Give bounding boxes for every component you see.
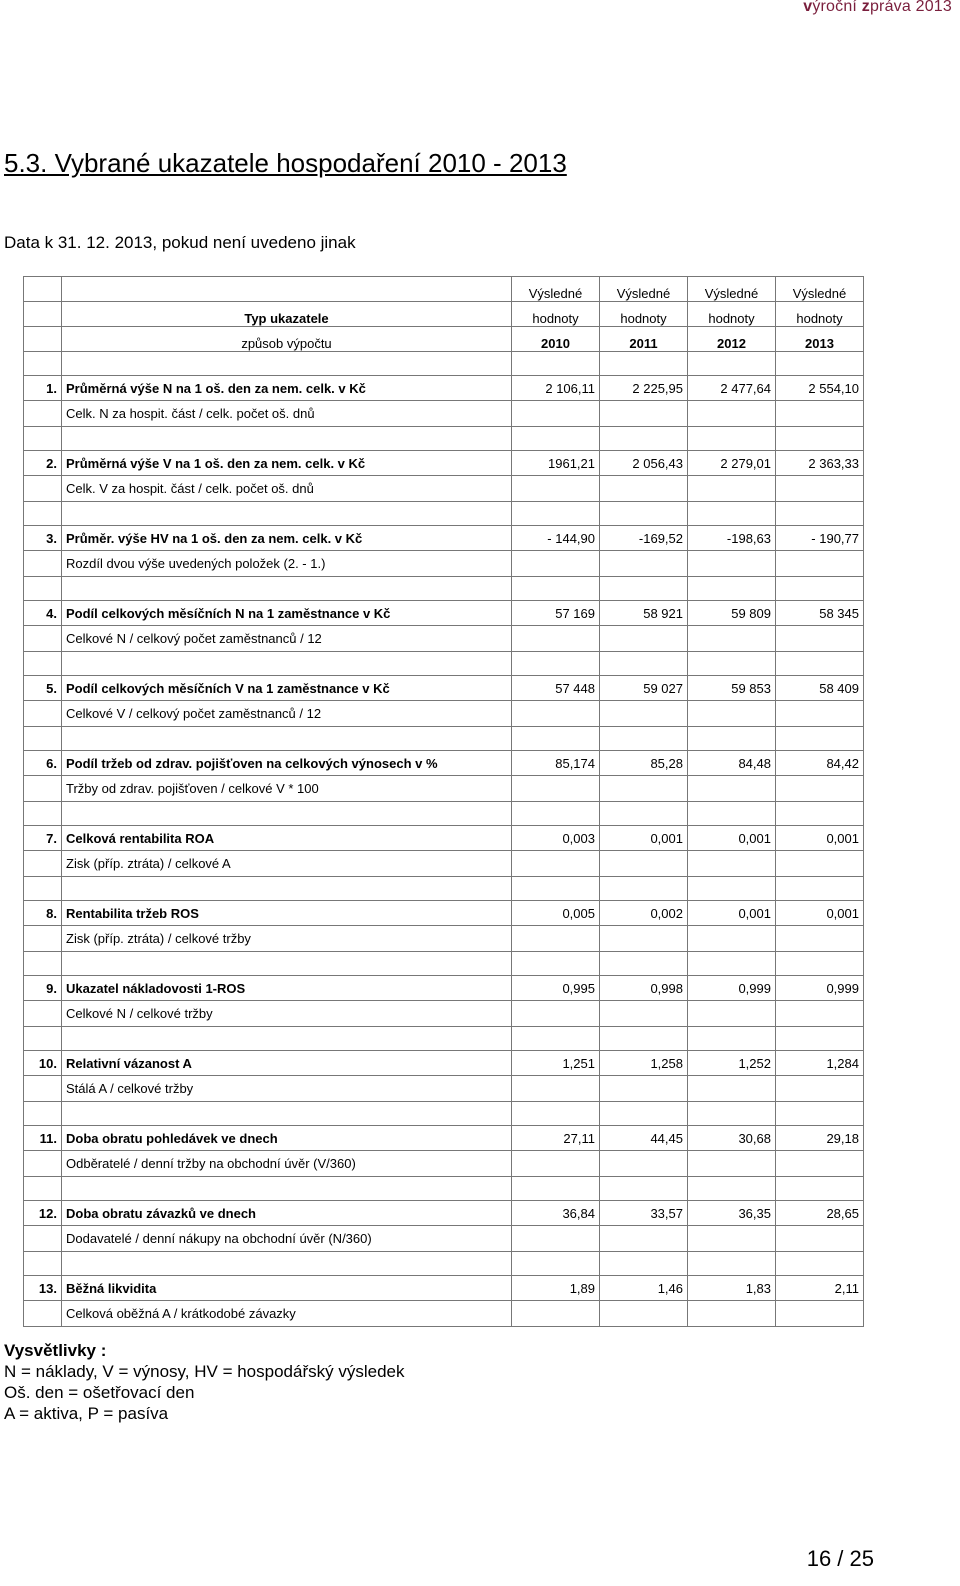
indicator-value: 0,001: [688, 826, 776, 851]
formula-row: [24, 551, 864, 577]
indicator-formula: Rozdíl dvou výše uvedených položek (2. - 1.): [62, 551, 512, 577]
spacer-row: [24, 727, 864, 751]
indicator-value: 0,001: [688, 901, 776, 926]
indicator-name: Podíl celkových měsíčních N na 1 zaměstnance v Kč: [62, 601, 512, 626]
indicator-value: 0,995: [512, 976, 600, 1001]
indicator-value: 2 106,11: [512, 376, 600, 401]
formula-row: [24, 401, 864, 427]
indicator-value: 57 448: [512, 676, 600, 701]
indicator-name: Celková rentabilita ROA: [62, 826, 512, 851]
indicators-table: [23, 276, 864, 1327]
indicator-number: 2.: [24, 451, 62, 476]
indicator-row: [24, 376, 864, 401]
indicator-number: 11.: [24, 1126, 62, 1151]
indicator-value: 85,28: [600, 751, 688, 776]
indicator-value: - 190,77: [776, 526, 864, 551]
spacer-row: [24, 427, 864, 451]
formula-row: [24, 476, 864, 502]
indicator-row: [24, 1201, 864, 1226]
indicator-value: 2 363,33: [776, 451, 864, 476]
indicator-name: Podíl tržeb od zdrav. pojišťoven na celkových výnosech v %: [62, 751, 512, 776]
spacer-row: [24, 1102, 864, 1126]
indicator-value: 2 477,64: [688, 376, 776, 401]
indicator-value: 0,001: [600, 826, 688, 851]
spacer-row: [24, 577, 864, 601]
indicator-row: [24, 826, 864, 851]
spacer-row: [24, 1177, 864, 1201]
spacer-row: [24, 1027, 864, 1051]
indicator-number: 6.: [24, 751, 62, 776]
indicator-value: 85,174: [512, 751, 600, 776]
indicator-name: Průměrná výše V na 1 oš. den za nem. celk. v Kč: [62, 451, 512, 476]
formula-row: [24, 776, 864, 802]
indicator-value: 36,35: [688, 1201, 776, 1226]
column-label-method: způsob výpočtu: [62, 327, 512, 352]
indicator-value: 2 056,43: [600, 451, 688, 476]
indicator-number: 7.: [24, 826, 62, 851]
data-date-note: Data k 31. 12. 2013, pokud není uvedeno jinak: [4, 233, 356, 252]
indicator-value: 84,42: [776, 751, 864, 776]
indicator-value: 1,252: [688, 1051, 776, 1076]
indicator-number: 9.: [24, 976, 62, 1001]
indicator-number: 12.: [24, 1201, 62, 1226]
indicator-name: Průměrná výše N na 1 oš. den za nem. celk. v Kč: [62, 376, 512, 401]
indicator-value: 2,11: [776, 1276, 864, 1301]
indicator-value: 59 853: [688, 676, 776, 701]
year-header: 2011: [600, 327, 688, 352]
indicator-formula: Tržby od zdrav. pojišťoven / celkové V * 100: [62, 776, 512, 802]
indicator-name: Doba obratu pohledávek ve dnech: [62, 1126, 512, 1151]
indicator-row: [24, 676, 864, 701]
indicator-name: Podíl celkových měsíčních V na 1 zaměstnance v Kč: [62, 676, 512, 701]
indicator-number: 3.: [24, 526, 62, 551]
formula-row: [24, 1301, 864, 1327]
indicator-value: 1,251: [512, 1051, 600, 1076]
indicator-name: Relativní vázanost A: [62, 1051, 512, 1076]
indicator-formula: Dodavatelé / denní nákupy na obchodní úvěr (N/360): [62, 1226, 512, 1252]
indicator-name: Ukazatel nákladovosti 1-ROS: [62, 976, 512, 1001]
report-brand: výroční zpráva 2013: [803, 0, 952, 15]
indicator-value: 27,11: [512, 1126, 600, 1151]
spacer-row: [24, 877, 864, 901]
year-header: 2012: [688, 327, 776, 352]
formula-row: [24, 926, 864, 952]
formula-row: [24, 701, 864, 727]
indicator-value: 0,999: [688, 976, 776, 1001]
indicator-number: 13.: [24, 1276, 62, 1301]
indicator-value: 30,68: [688, 1126, 776, 1151]
indicator-value: 0,999: [776, 976, 864, 1001]
indicator-name: Běžná likvidita: [62, 1276, 512, 1301]
indicator-formula: Celk. N za hospit. část / celk. počet oš. dnů: [62, 401, 512, 427]
indicator-value: 29,18: [776, 1126, 864, 1151]
indicator-formula: Celk. V za hospit. část / celk. počet oš. dnů: [62, 476, 512, 502]
formula-row: [24, 1001, 864, 1027]
indicator-row: [24, 451, 864, 476]
indicator-formula: Zisk (příp. ztráta) / celkové A: [62, 851, 512, 877]
indicator-value: 1,258: [600, 1051, 688, 1076]
indicator-row: [24, 526, 864, 551]
indicator-value: 2 554,10: [776, 376, 864, 401]
formula-row: [24, 1151, 864, 1177]
spacer-row: [24, 952, 864, 976]
indicator-row: [24, 1276, 864, 1301]
indicator-value: 1961,21: [512, 451, 600, 476]
formula-row: [24, 851, 864, 877]
indicator-number: 10.: [24, 1051, 62, 1076]
indicator-value: 1,284: [776, 1051, 864, 1076]
indicator-number: 8.: [24, 901, 62, 926]
indicator-value: 33,57: [600, 1201, 688, 1226]
page-number: 16 / 25: [806, 1546, 874, 1571]
column-label-type: Typ ukazatele: [62, 302, 512, 327]
spacer-row: [24, 1252, 864, 1276]
section-title: 5.3. Vybrané ukazatele hospodaření 2010 - 2013: [4, 148, 567, 178]
indicator-name: Rentabilita tržeb ROS: [62, 901, 512, 926]
spacer-row: [24, 502, 864, 526]
indicator-row: [24, 751, 864, 776]
indicator-value: - 144,90: [512, 526, 600, 551]
indicator-value: 58 409: [776, 676, 864, 701]
formula-row: [24, 626, 864, 652]
spacer-row: [24, 352, 864, 376]
indicator-name: Průměr. výše HV na 1 oš. den za nem. celk. v Kč: [62, 526, 512, 551]
indicator-row: [24, 1051, 864, 1076]
spacer-row: [24, 652, 864, 676]
header-row-2: Typ ukazatele hodnoty hodnoty hodnoty hodnoty: [24, 302, 864, 327]
indicator-value: 44,45: [600, 1126, 688, 1151]
indicator-number: 4.: [24, 601, 62, 626]
indicator-value: 0,998: [600, 976, 688, 1001]
indicator-value: 1,89: [512, 1276, 600, 1301]
indicator-formula: Zisk (příp. ztráta) / celkové tržby: [62, 926, 512, 952]
indicator-value: 0,001: [776, 901, 864, 926]
formula-row: [24, 1226, 864, 1252]
legend: [4, 1340, 404, 1424]
indicator-value: 0,002: [600, 901, 688, 926]
indicator-value: -198,63: [688, 526, 776, 551]
indicator-number: 1.: [24, 376, 62, 401]
indicator-value: 1,83: [688, 1276, 776, 1301]
legend-line: Oš. den = ošetřovací den: [4, 1383, 195, 1402]
indicator-formula: Stálá A / celkové tržby: [62, 1076, 512, 1102]
formula-row: [24, 1076, 864, 1102]
indicator-value: 2 225,95: [600, 376, 688, 401]
indicator-value: -169,52: [600, 526, 688, 551]
indicator-value: 0,001: [776, 826, 864, 851]
indicator-number: 5.: [24, 676, 62, 701]
indicator-value: 0,005: [512, 901, 600, 926]
indicator-row: [24, 1126, 864, 1151]
indicator-name: Doba obratu závazků ve dnech: [62, 1201, 512, 1226]
header-row-1: Výsledné Výsledné Výsledné Výsledné: [24, 277, 864, 302]
indicator-row: [24, 976, 864, 1001]
legend-line: A = aktiva, P = pasíva: [4, 1404, 169, 1423]
indicator-value: 1,46: [600, 1276, 688, 1301]
indicator-value: 84,48: [688, 751, 776, 776]
indicator-value: 2 279,01: [688, 451, 776, 476]
spacer-row: [24, 802, 864, 826]
year-header: 2010: [512, 327, 600, 352]
legend-line: N = náklady, V = výnosy, HV = hospodářský výsledek: [4, 1362, 405, 1381]
indicator-value: 58 921: [600, 601, 688, 626]
indicator-formula: Celkové N / celkové tržby: [62, 1001, 512, 1027]
indicator-value: 59 027: [600, 676, 688, 701]
year-header: 2013: [776, 327, 864, 352]
header-row-years: [24, 327, 864, 352]
indicator-value: 36,84: [512, 1201, 600, 1226]
indicator-formula: Odběratelé / denní tržby na obchodní úvěr (V/360): [62, 1151, 512, 1177]
indicator-value: 59 809: [688, 601, 776, 626]
indicator-value: 28,65: [776, 1201, 864, 1226]
indicator-formula: Celkové N / celkový počet zaměstnanců / 12: [62, 626, 512, 652]
indicator-value: 0,003: [512, 826, 600, 851]
indicator-row: [24, 901, 864, 926]
legend-title: Vysvětlivky :: [4, 1341, 107, 1360]
indicator-formula: Celková oběžná A / krátkodobé závazky: [62, 1301, 512, 1327]
indicator-row: [24, 601, 864, 626]
indicator-value: 58 345: [776, 601, 864, 626]
indicator-value: 57 169: [512, 601, 600, 626]
indicator-formula: Celkové V / celkový počet zaměstnanců / 12: [62, 701, 512, 727]
